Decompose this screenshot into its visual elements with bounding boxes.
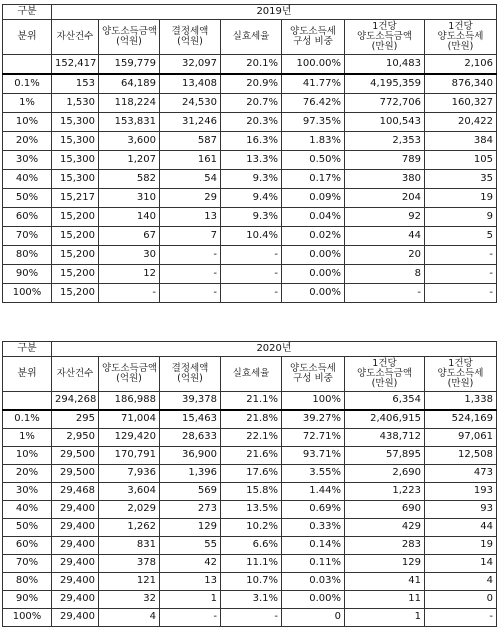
table-cell: 72.71% xyxy=(282,429,345,447)
table-cell: 0.14% xyxy=(282,537,345,555)
table-cell: 7,936 xyxy=(99,465,160,483)
table-cell: 876,340 xyxy=(425,74,497,94)
table-cell: 204 xyxy=(345,189,425,208)
table-cell: - xyxy=(221,284,282,303)
column-header: 실효세율 xyxy=(221,20,282,55)
table-cell: 29,400 xyxy=(52,609,99,627)
table-row xyxy=(3,609,497,627)
table-cell: - xyxy=(99,284,160,303)
table-cell: 29,400 xyxy=(52,501,99,519)
table-cell: 20.1% xyxy=(221,55,282,75)
table-cell: 569 xyxy=(160,483,221,501)
row-label: 40% xyxy=(3,501,52,519)
row-label: 100% xyxy=(3,284,52,303)
row-label: 1% xyxy=(3,429,52,447)
table-cell: 64,189 xyxy=(99,74,160,94)
row-label: 0.1% xyxy=(3,74,52,94)
row-label: 90% xyxy=(3,591,52,609)
table-cell: 44 xyxy=(345,227,425,246)
table-cell: 15,200 xyxy=(52,227,99,246)
table-cell: 29,400 xyxy=(52,573,99,591)
table-cell: 140 xyxy=(99,208,160,227)
table-cell: 690 xyxy=(345,501,425,519)
table-cell: 9.4% xyxy=(221,189,282,208)
table-row xyxy=(3,537,497,555)
table-cell: 429 xyxy=(345,519,425,537)
table-cell: 13.5% xyxy=(221,501,282,519)
table-cell: 21.6% xyxy=(221,447,282,465)
row-label: 20% xyxy=(3,465,52,483)
table-cell: 97,061 xyxy=(425,429,497,447)
table-row xyxy=(3,265,497,284)
table-cell: 9.3% xyxy=(221,170,282,189)
table-cell: 0.03% xyxy=(282,573,345,591)
table-cell: 153 xyxy=(52,74,99,94)
row-label: 70% xyxy=(3,555,52,573)
table-cell: 118,224 xyxy=(99,94,160,113)
table-cell: 0.02% xyxy=(282,227,345,246)
table-row xyxy=(3,483,497,501)
percentile-header: 분위 xyxy=(3,357,52,392)
table-cell: 10.2% xyxy=(221,519,282,537)
table-cell: 283 xyxy=(345,537,425,555)
table-cell: 0.33% xyxy=(282,519,345,537)
table-row xyxy=(3,465,497,483)
table-cell: 152,417 xyxy=(52,55,99,75)
table-row xyxy=(3,410,497,429)
table-row xyxy=(3,501,497,519)
table-cell: 32,097 xyxy=(160,55,221,75)
table-cell: 1 xyxy=(345,609,425,627)
column-header: 양도소득금액 (억원) xyxy=(99,20,160,55)
table-cell: - xyxy=(425,246,497,265)
table-cell: 0.50% xyxy=(282,151,345,170)
table-cell: 9 xyxy=(425,208,497,227)
column-header: 양도소득세 구성 비중 xyxy=(282,357,345,392)
table-cell: 153,831 xyxy=(99,113,160,132)
table-cell: 29,500 xyxy=(52,447,99,465)
table-cell: 100% xyxy=(282,392,345,411)
column-header: 실효세율 xyxy=(221,357,282,392)
table-cell: 20,422 xyxy=(425,113,497,132)
percentile-header: 분위 xyxy=(3,20,52,55)
table-2020 xyxy=(2,341,497,627)
table-cell: 15,200 xyxy=(52,284,99,303)
table-cell: 15,300 xyxy=(52,170,99,189)
table-row xyxy=(3,555,497,573)
table-cell: 36,900 xyxy=(160,447,221,465)
table-cell: - xyxy=(160,284,221,303)
table-cell: 1,223 xyxy=(345,483,425,501)
year-header: 2020년 xyxy=(52,342,497,357)
table-cell: 4,195,359 xyxy=(345,74,425,94)
table-cell: 2,106 xyxy=(425,55,497,75)
table-cell: 15,300 xyxy=(52,113,99,132)
column-header: 자산건수 xyxy=(52,20,99,55)
row-label: 10% xyxy=(3,447,52,465)
table-cell: 29,400 xyxy=(52,537,99,555)
table-cell: 9.3% xyxy=(221,208,282,227)
row-label: 1% xyxy=(3,94,52,113)
column-header: 1건당 양도소득세 (만원) xyxy=(425,357,497,392)
table-cell: 473 xyxy=(425,465,497,483)
table-cell: - xyxy=(160,265,221,284)
table-cell: 15,217 xyxy=(52,189,99,208)
table-cell: 15,300 xyxy=(52,151,99,170)
table-cell: 57,895 xyxy=(345,447,425,465)
row-label: 30% xyxy=(3,151,52,170)
table-cell: 161 xyxy=(160,151,221,170)
category-header: 구분 xyxy=(3,5,52,20)
table-row xyxy=(3,447,497,465)
table-cell: 11.1% xyxy=(221,555,282,573)
table-cell: - xyxy=(425,265,497,284)
table-cell: 76.42% xyxy=(282,94,345,113)
table-cell: 32 xyxy=(99,591,160,609)
table-cell: 14 xyxy=(425,555,497,573)
row-label: 80% xyxy=(3,246,52,265)
table-row xyxy=(3,227,497,246)
table-cell: 2,029 xyxy=(99,501,160,519)
table-cell: 22.1% xyxy=(221,429,282,447)
table-cell: 12 xyxy=(99,265,160,284)
table-cell: 4 xyxy=(99,609,160,627)
table-cell: - xyxy=(345,284,425,303)
table-cell: 24,530 xyxy=(160,94,221,113)
row-label: 50% xyxy=(3,519,52,537)
table-row xyxy=(3,429,497,447)
table-row xyxy=(3,151,497,170)
category-header: 구분 xyxy=(3,342,52,357)
table-cell: 3,600 xyxy=(99,132,160,151)
table-cell: 10.4% xyxy=(221,227,282,246)
column-header: 1건당 양도소득금액 (만원) xyxy=(345,20,425,55)
table-row xyxy=(3,189,497,208)
table-cell: 20.7% xyxy=(221,94,282,113)
row-label: 60% xyxy=(3,537,52,555)
table-cell: 831 xyxy=(99,537,160,555)
table-cell: 587 xyxy=(160,132,221,151)
table-cell: 15,200 xyxy=(52,208,99,227)
table-cell: 384 xyxy=(425,132,497,151)
table-cell: 0 xyxy=(282,609,345,627)
table-cell: 13 xyxy=(160,208,221,227)
table-cell: 3.1% xyxy=(221,591,282,609)
table-cell: 1,530 xyxy=(52,94,99,113)
table-row xyxy=(3,132,497,151)
total-row xyxy=(3,55,497,75)
table-row xyxy=(3,284,497,303)
table-cell: 11 xyxy=(345,591,425,609)
table-cell: 29,400 xyxy=(52,555,99,573)
table-cell: 772,706 xyxy=(345,94,425,113)
table-cell: 186,988 xyxy=(99,392,160,411)
table-cell: 35 xyxy=(425,170,497,189)
table-cell: 15.8% xyxy=(221,483,282,501)
table-cell: 100,543 xyxy=(345,113,425,132)
table-row xyxy=(3,591,497,609)
table-cell: 121 xyxy=(99,573,160,591)
table-cell: 41 xyxy=(345,573,425,591)
table-cell: 54 xyxy=(160,170,221,189)
table-cell: 160,327 xyxy=(425,94,497,113)
table-cell: 41.77% xyxy=(282,74,345,94)
table-cell: 5 xyxy=(425,227,497,246)
table-cell: - xyxy=(425,609,497,627)
table-cell: 0.11% xyxy=(282,555,345,573)
table-cell: 29 xyxy=(160,189,221,208)
table-cell: 7 xyxy=(160,227,221,246)
table-row xyxy=(3,519,497,537)
table-cell: 524,169 xyxy=(425,410,497,429)
row-label: 40% xyxy=(3,170,52,189)
row-label xyxy=(3,55,52,75)
table-cell: 0.04% xyxy=(282,208,345,227)
table-cell: 93 xyxy=(425,501,497,519)
table-cell: 380 xyxy=(345,170,425,189)
table-cell: 0.69% xyxy=(282,501,345,519)
table-row xyxy=(3,246,497,265)
table-cell: 0.09% xyxy=(282,189,345,208)
table-cell: - xyxy=(221,265,282,284)
table-cell: 20 xyxy=(345,246,425,265)
year-header: 2019년 xyxy=(52,5,497,20)
table-cell: 3,604 xyxy=(99,483,160,501)
table-cell: 10.7% xyxy=(221,573,282,591)
table-cell: 8 xyxy=(345,265,425,284)
table-row xyxy=(3,113,497,132)
column-header: 자산건수 xyxy=(52,357,99,392)
table-cell: 31,246 xyxy=(160,113,221,132)
row-label: 0.1% xyxy=(3,410,52,429)
row-label: 70% xyxy=(3,227,52,246)
column-header: 양도소득금액 (억원) xyxy=(99,357,160,392)
table-cell: 29,400 xyxy=(52,519,99,537)
column-header: 1건당 양도소득세 (만원) xyxy=(425,20,497,55)
table-cell: 93.71% xyxy=(282,447,345,465)
table-cell: 0.00% xyxy=(282,265,345,284)
table-cell: 19 xyxy=(425,189,497,208)
table-cell: 273 xyxy=(160,501,221,519)
table-cell: 295 xyxy=(52,410,99,429)
table-cell: 71,004 xyxy=(99,410,160,429)
table-cell: 0 xyxy=(425,591,497,609)
table-cell: 42 xyxy=(160,555,221,573)
table-cell: 97.35% xyxy=(282,113,345,132)
table-cell: 30 xyxy=(99,246,160,265)
table-cell: 44 xyxy=(425,519,497,537)
table-cell: 55 xyxy=(160,537,221,555)
table-cell: - xyxy=(160,246,221,265)
table-cell: 1.83% xyxy=(282,132,345,151)
table-cell: 13 xyxy=(160,573,221,591)
table-cell: 789 xyxy=(345,151,425,170)
row-label: 50% xyxy=(3,189,52,208)
table-cell: 2,353 xyxy=(345,132,425,151)
table-cell: 2,690 xyxy=(345,465,425,483)
table-cell: 129,420 xyxy=(99,429,160,447)
table-row xyxy=(3,94,497,113)
row-label xyxy=(3,392,52,411)
table-cell: 0.17% xyxy=(282,170,345,189)
table-cell: 100.00% xyxy=(282,55,345,75)
table-cell: 170,791 xyxy=(99,447,160,465)
table-cell: 6.6% xyxy=(221,537,282,555)
table-cell: 28,633 xyxy=(160,429,221,447)
column-header: 1건당 양도소득금액 (만원) xyxy=(345,357,425,392)
table-cell: 6,354 xyxy=(345,392,425,411)
table-cell: 1,396 xyxy=(160,465,221,483)
table-cell: 13,408 xyxy=(160,74,221,94)
table-cell: 1,338 xyxy=(425,392,497,411)
table-cell: 16.3% xyxy=(221,132,282,151)
table-row xyxy=(3,170,497,189)
table-cell: 15,200 xyxy=(52,265,99,284)
table-row xyxy=(3,208,497,227)
table-cell: 159,779 xyxy=(99,55,160,75)
row-label: 20% xyxy=(3,132,52,151)
table-cell: 39,378 xyxy=(160,392,221,411)
table-cell: 1 xyxy=(160,591,221,609)
table-cell: 13.3% xyxy=(221,151,282,170)
table-row xyxy=(3,74,497,94)
column-header: 결정세액 (억원) xyxy=(160,357,221,392)
table-cell: 39.27% xyxy=(282,410,345,429)
table-cell: 310 xyxy=(99,189,160,208)
table-cell: 29,400 xyxy=(52,591,99,609)
table-cell: 2,950 xyxy=(52,429,99,447)
table-cell: 1,262 xyxy=(99,519,160,537)
table-row xyxy=(3,573,497,591)
table-cell: 1.44% xyxy=(282,483,345,501)
table-cell: 19 xyxy=(425,537,497,555)
table-cell: 15,463 xyxy=(160,410,221,429)
row-label: 60% xyxy=(3,208,52,227)
table-cell: 129 xyxy=(345,555,425,573)
table-cell: 10,483 xyxy=(345,55,425,75)
table-cell: 1,207 xyxy=(99,151,160,170)
table-cell: - xyxy=(160,609,221,627)
table-cell: 0.00% xyxy=(282,284,345,303)
table-cell: 193 xyxy=(425,483,497,501)
table-cell: 17.6% xyxy=(221,465,282,483)
table-cell: 21.1% xyxy=(221,392,282,411)
table-cell: 21.8% xyxy=(221,410,282,429)
table-2019 xyxy=(2,4,497,303)
table-cell: 20.3% xyxy=(221,113,282,132)
table-cell: 378 xyxy=(99,555,160,573)
table-cell: 582 xyxy=(99,170,160,189)
column-header: 양도소득세 구성 비중 xyxy=(282,20,345,55)
row-label: 90% xyxy=(3,265,52,284)
table-cell: 4 xyxy=(425,573,497,591)
row-label: 100% xyxy=(3,609,52,627)
table-cell: 2,406,915 xyxy=(345,410,425,429)
table-cell: 0.00% xyxy=(282,246,345,265)
table-cell: 15,300 xyxy=(52,132,99,151)
table-cell: 438,712 xyxy=(345,429,425,447)
table-cell: 129 xyxy=(160,519,221,537)
table-cell: 12,508 xyxy=(425,447,497,465)
table-cell: 3.55% xyxy=(282,465,345,483)
table-cell: 92 xyxy=(345,208,425,227)
table-cell: 29,468 xyxy=(52,483,99,501)
table-cell: 0.00% xyxy=(282,591,345,609)
table-cell: 15,200 xyxy=(52,246,99,265)
table-cell: - xyxy=(425,284,497,303)
table-cell: 67 xyxy=(99,227,160,246)
table-cell: 294,268 xyxy=(52,392,99,411)
table-cell: - xyxy=(221,246,282,265)
row-label: 30% xyxy=(3,483,52,501)
table-cell: 105 xyxy=(425,151,497,170)
column-header: 결정세액 (억원) xyxy=(160,20,221,55)
row-label: 10% xyxy=(3,113,52,132)
table-cell: 29,500 xyxy=(52,465,99,483)
table-cell: 20.9% xyxy=(221,74,282,94)
table-cell: - xyxy=(221,609,282,627)
total-row xyxy=(3,392,497,411)
row-label: 80% xyxy=(3,573,52,591)
